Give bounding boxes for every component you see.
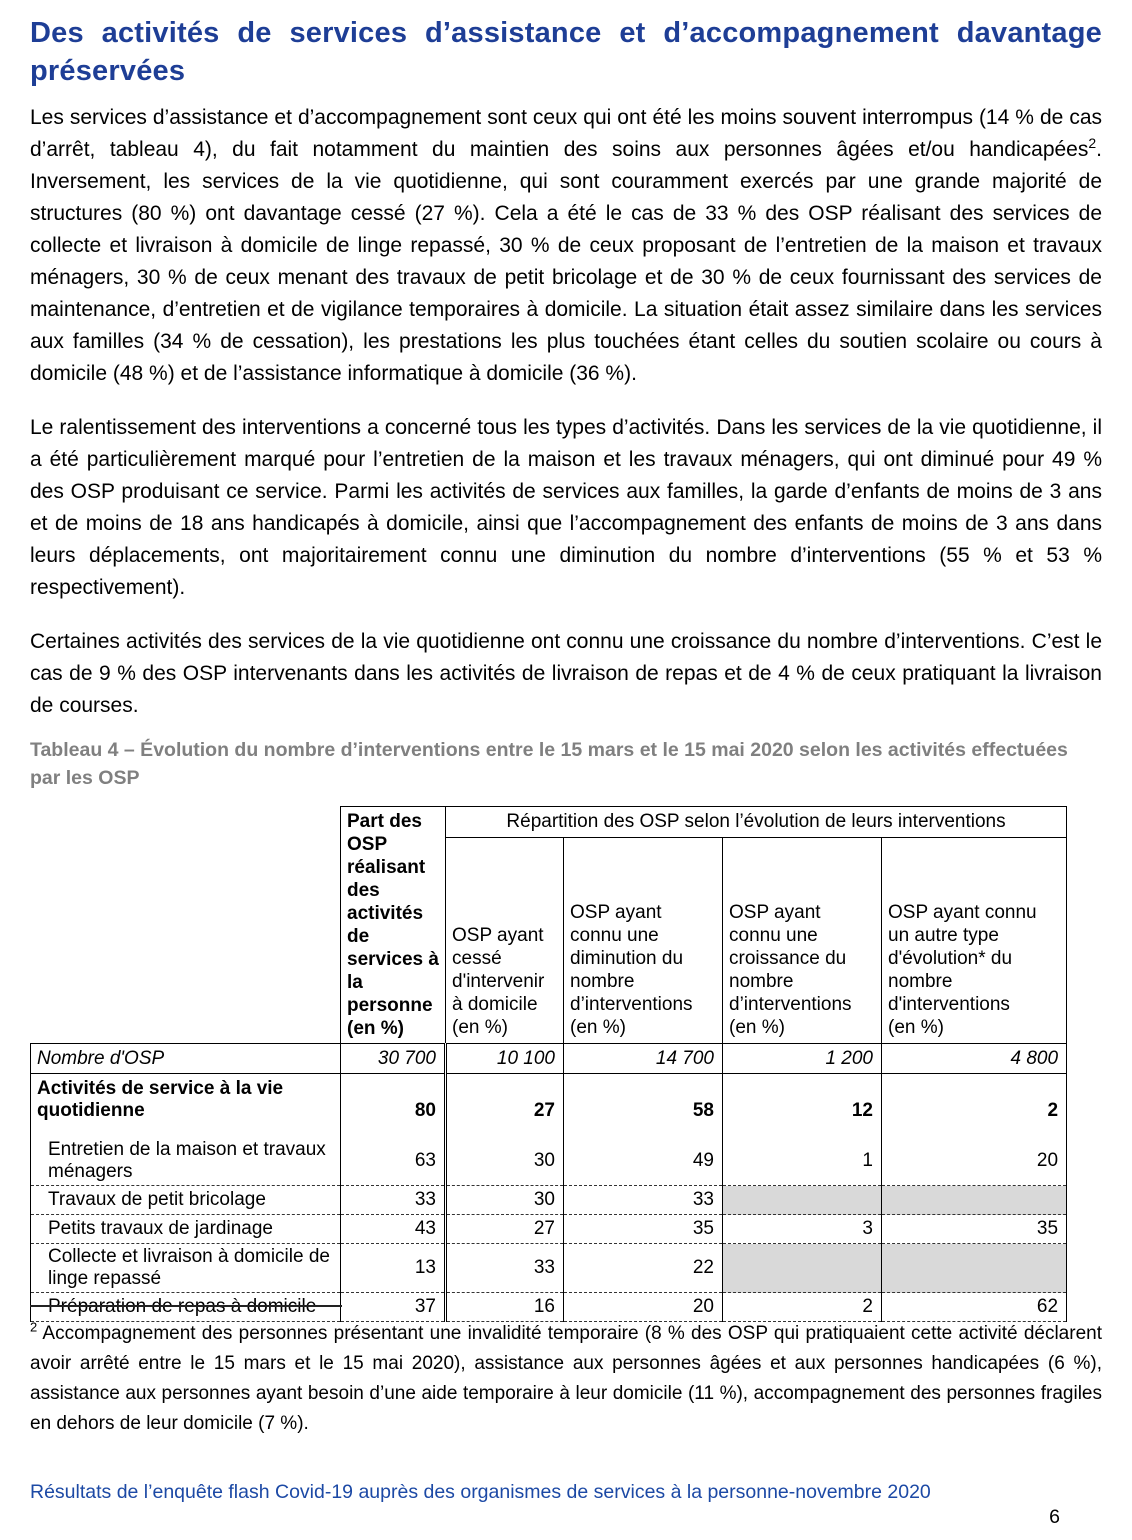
row-label: Petits travaux de jardinage: [31, 1215, 341, 1244]
footnote-body: Accompagnement des personnes présentant une invalidité temporaire (8 % des OSP qui pratiquaient cette activité déclarent avoir arrêté entre le 15 mars et le 15 mai 2020), assistance aux personnes âgées et aux personnes handicapées (6 %), assistance aux personnes ayant besoin d’une aide temporaire à leur domicile (11 %), accompagnement des personnes fragiles en dehors de leur domicile (7 %).: [30, 1323, 1102, 1434]
cell-value: 30 700: [341, 1044, 446, 1074]
header-col-croissance: OSP ayant connu une croissance du nombre d’interventions (en %): [723, 837, 882, 1043]
footnote-reference: 2: [1088, 135, 1097, 151]
cell-value: 2: [723, 1293, 882, 1322]
header-col-part-des-osp: Part des OSP réalisant des activités de services à la personne (en %): [341, 807, 446, 1044]
footnote-text: [30, 1319, 1102, 1439]
page-title-line2: préservées: [30, 55, 186, 87]
paragraph-2: Le ralentissement des interventions a concerné tous les types d’activités. Dans les services de la vie quotidienne, il a été particulièrement marqué pour l’entretien de la maison et les travaux ménagers, qui ont diminué pour 49 % des OSP produisant ce service. Parmi les activités de services aux familles, la garde d’enfants de moins de 3 ans et de moins de 18 ans handicapés à domicile, ainsi que l’accompagnement des enfants de moins de 3 ans dans leurs déplacements, ont majoritairement connu une diminution du nombre d’interventions (55 % et 53 % respectivement).: [30, 416, 1102, 599]
cell-value: 33: [446, 1244, 564, 1293]
table-row-petit-bricolage: [31, 1186, 1067, 1215]
page-title-line1: Des activités de services d’assistance et d’accompagnement davantage: [30, 17, 1102, 49]
cell-value: 49: [564, 1137, 723, 1186]
paragraph-3: Certaines activités des services de la vie quotidienne ont connu une croissance du nombre d’interventions. C’est le cas de 9 % des OSP intervenants dans les activités de livraison de repas et de 4 % de ceux pratiquant la livraison de courses.: [30, 630, 1102, 717]
row-label: Collecte et livraison à domicile de linge repassé: [31, 1244, 341, 1293]
table-row-nombre-osp: [31, 1044, 1067, 1074]
cell-value: 12: [723, 1074, 882, 1138]
cell-value: 10 100: [446, 1044, 564, 1074]
cell-value: 3: [723, 1215, 882, 1244]
table-row-jardinage: [31, 1215, 1067, 1244]
cell-value: 43: [341, 1215, 446, 1244]
cell-value: 13: [341, 1244, 446, 1293]
cell-value: 1: [723, 1137, 882, 1186]
table-row-activites-vie-quotidienne: [31, 1074, 1067, 1138]
cell-value: 20: [882, 1137, 1067, 1186]
footnote-block: [30, 1305, 1102, 1439]
cell-value: 35: [882, 1215, 1067, 1244]
row-label: Travaux de petit bricolage: [31, 1186, 341, 1215]
paragraph-1-text-b: . Inversement, les services de la vie quotidienne, qui sont couramment exercés par une grande majorité de structures (80 %) ont davantage cessé (27 %). Cela a été le cas de 33 % des OSP réalisant des services de collecte et livraison à domicile de linge repassé, 30 % de ceux proposant de l’entretien de la maison et travaux ménagers, 30 % de ceux menant des travaux de petit bricolage et de 30 % de ceux fournissant des services de maintenance, d’entretien et de vigilance temporaires à domicile. La situation était assez similaire dans les services aux familles (34 % de cessation), les prestations les plus touchées étant celles du soutien scolaire ou cours à domicile (48 %) et de l’assistance informatique à domicile (36 %).: [30, 138, 1102, 385]
row-label: Entretien de la maison et travaux ménagers: [31, 1137, 341, 1186]
cell-value: 30: [446, 1137, 564, 1186]
header-corner-cell: [31, 807, 341, 1044]
cell-value-shaded: [882, 1186, 1067, 1215]
cell-value: 62: [882, 1293, 1067, 1322]
cell-value: 4 800: [882, 1044, 1067, 1074]
cell-value: 58: [564, 1074, 723, 1138]
cell-value: 33: [564, 1186, 723, 1215]
table-caption: Tableau 4 – Évolution du nombre d’interventions entre le 15 mars et le 15 mai 2020 selon les activités effectuées par les OSP: [30, 739, 1068, 789]
paragraph-1-text-a: Les services d’assistance et d’accompagnement sont ceux qui ont été les moins souvent interrompus (14 % de cas d’arrêt, tableau 4), du fait notamment du maintien des soins aux personnes âgées et/ou handicapées: [30, 106, 1102, 161]
row-label: Activités de service à la vie quotidienne: [31, 1074, 341, 1138]
cell-value: 63: [341, 1137, 446, 1186]
cell-value: 27: [446, 1074, 564, 1138]
header-col-autre-evolution: OSP ayant connu un autre type d'évolution* du nombre d'interventions (en %): [882, 837, 1067, 1043]
cell-value-shaded: [882, 1244, 1067, 1293]
cell-value: 37: [341, 1293, 446, 1322]
table-row-entretien-maison: [31, 1137, 1067, 1186]
cell-value: 20: [564, 1293, 723, 1322]
cell-value-shaded: [723, 1186, 882, 1215]
page-title: [30, 14, 1102, 90]
cell-value: 30: [446, 1186, 564, 1215]
table-header-top-row: [31, 807, 1067, 838]
cell-value: 22: [564, 1244, 723, 1293]
header-group-repartition: Répartition des OSP selon l’évolution de leurs interventions: [446, 807, 1067, 838]
data-table: [30, 806, 1067, 1322]
footer-note: Résultats de l’enquête flash Covid-19 auprès des organismes de services à la personne-novembre 2020: [30, 1481, 931, 1503]
row-label: Nombre d'OSP: [31, 1044, 341, 1074]
cell-value: 16: [446, 1293, 564, 1322]
cell-value: 1 200: [723, 1044, 882, 1074]
cell-value-shaded: [723, 1244, 882, 1293]
paragraph-1: [30, 102, 1102, 390]
footnote-number: 2: [30, 1319, 38, 1335]
cell-value: 14 700: [564, 1044, 723, 1074]
header-col-diminution: OSP ayant connu une diminution du nombre d’interventions (en %): [564, 837, 723, 1043]
cell-value: 33: [341, 1186, 446, 1215]
cell-value: 2: [882, 1074, 1067, 1138]
cell-value: 27: [446, 1215, 564, 1244]
header-col-cesse: OSP ayant cessé d'intervenir à domicile (en %): [446, 837, 564, 1043]
cell-value: 35: [564, 1215, 723, 1244]
footnote-separator-rule: [30, 1305, 342, 1307]
table-row-collecte-linge: [31, 1244, 1067, 1293]
cell-value: 80: [341, 1074, 446, 1138]
row-label: Préparation de repas à domicile: [31, 1293, 341, 1322]
page-number: 6: [1049, 1506, 1060, 1528]
